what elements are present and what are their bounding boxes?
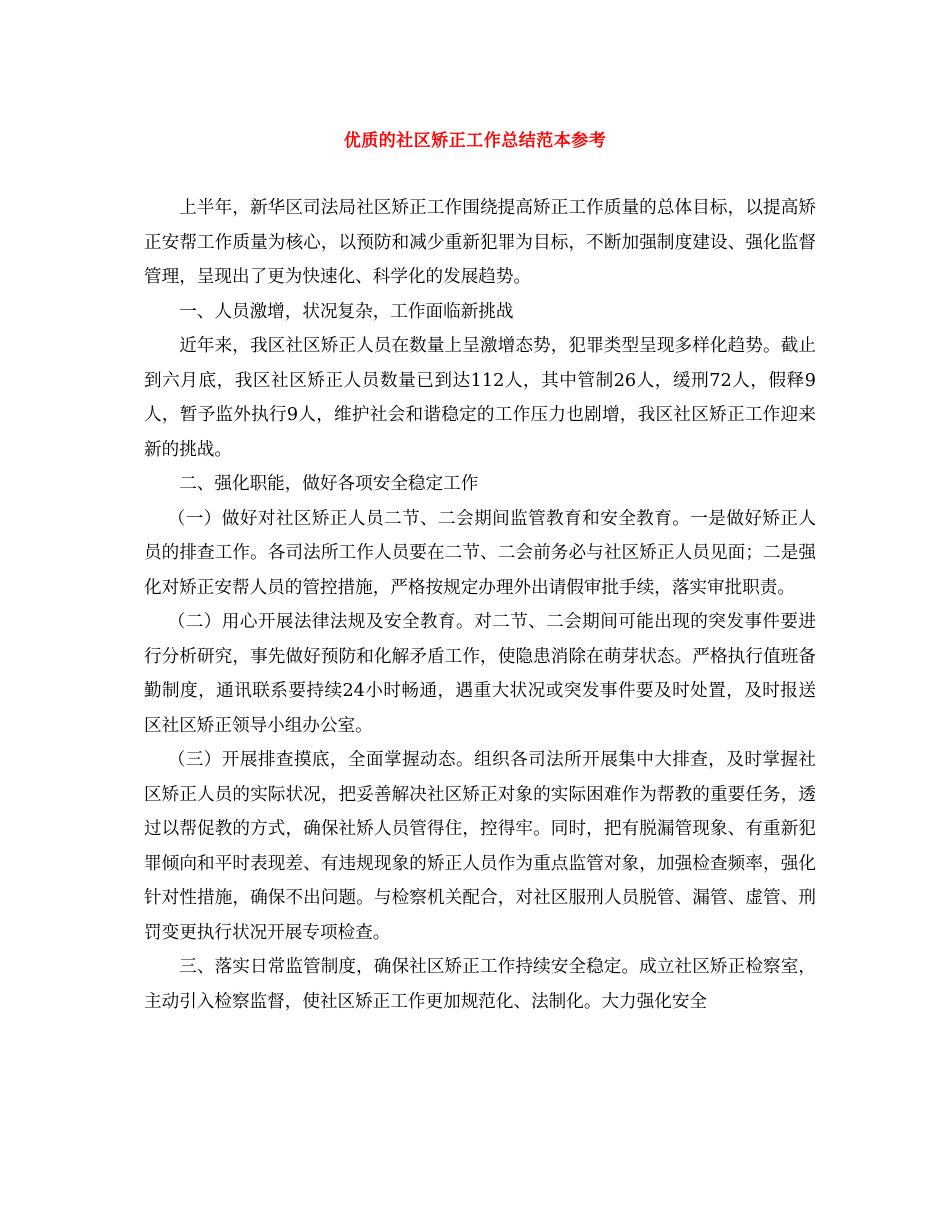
document-body: [144, 191, 816, 1019]
section-heading-2: 二、强化职能，做好各项安全稳定工作: [179, 474, 479, 494]
document-title: 优质的社区矫正工作总结范本参考: [343, 131, 607, 151]
section-heading-1: 一、人员激增，状况复杂，工作面临新挑战: [179, 301, 514, 322]
paragraph-intro: 上半年，新华区司法局社区矫正工作围绕提高矫正工作质量的总体目标，以提高矫正安帮工作质量为核心，以预防和减少重新犯罪为目标，不断加强制度建设、强化监督管理，呈现出了更为快速化、科学化的发展趋势。: [144, 198, 816, 287]
paragraph-staff-increase: 近年来，我区社区矫正人员在数量上呈激增态势，犯罪类型呈现多样化趋势。截止到六月底，我区社区矫正人员数量已到达112人，其中管制26人，缓刑72人，假释9人，暂予监外执行9人，维护社会和谐稳定的工作压力也剧增，我区社区矫正工作迎来新的挑战。: [144, 336, 816, 460]
paragraph-subsection-2: （二）用心开展法律法规及安全教育。对二节、二会期间可能出现的突发事件要进行分析研究，事先做好预防和化解矛盾工作，使隐患消除在萌芽状态。严格执行值班备勤制度，通讯联系要持续24小时畅通，遇重大状况或突发事件要及时处置，及时报送区社区矫正领导小组办公室。: [144, 612, 816, 736]
paragraph-section-3: 三、落实日常监管制度，确保社区矫正工作持续安全稳定。成立社区矫正检察室，主动引入检察监督，使社区矫正工作更加规范化、法制化。大力强化安全: [144, 957, 816, 1012]
paragraph-subsection-3: （三）开展排查摸底，全面掌握动态。组织各司法所开展集中大排查，及时掌握社区矫正人员的实际状况，把妥善解决社区矫正对象的实际困难作为帮教的重要任务，透过以帮促教的方式，确保社矫人员管得住，控得牢。同时，把有脱漏管现象、有重新犯罪倾向和平时表现差、有违规现象的矫正人员作为重点监管对象，加强检查频率，强化针对性措施，确保不出问题。与检察机关配合，对社区服刑人员脱管、漏管、虚管、刑罚变更执行状况开展专项检查。: [144, 750, 816, 943]
paragraph-subsection-1: （一）做好对社区矫正人员二节、二会期间监管教育和安全教育。一是做好矫正人员的排查工作。各司法所工作人员要在二节、二会前务必与社区矫正人员见面；二是强化对矫正安帮人员的管控措施，严格按规定办理外出请假审批手续，落实审批职责。: [144, 508, 816, 598]
